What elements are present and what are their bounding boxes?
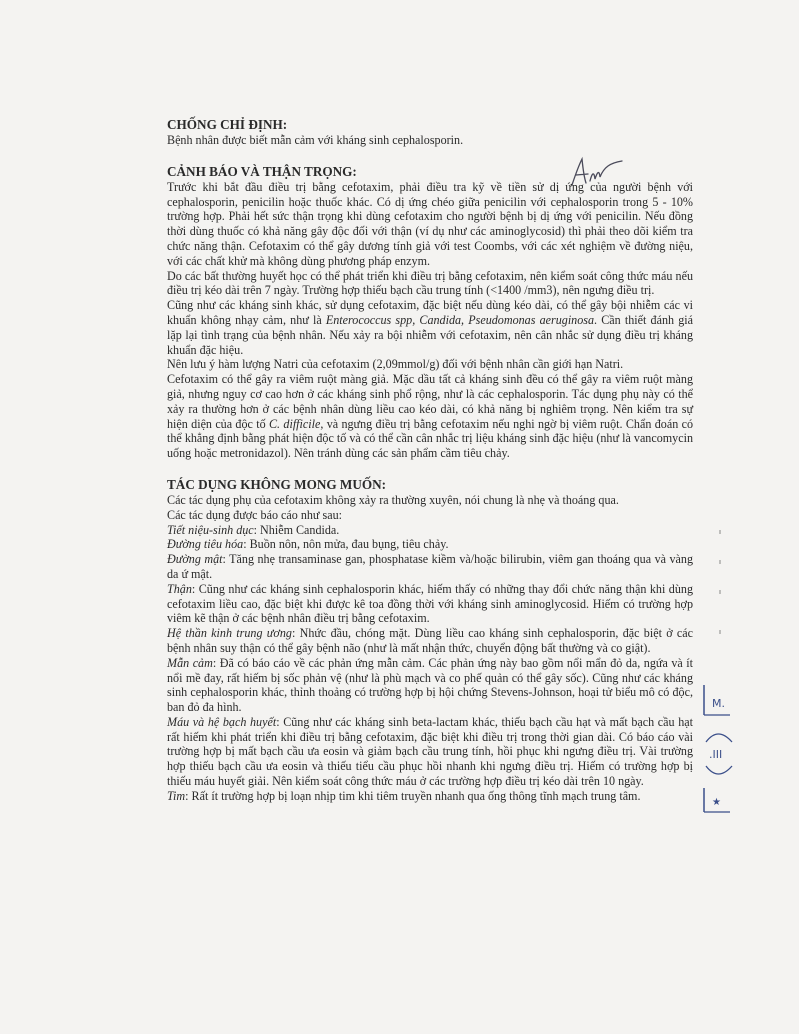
warnings-p3-end: . Cần thiết đánh giá lặp lại tình trạng của bệnh nhân. Nếu xảy ra bội nhiễm với cefotaxim, nên cân nhắc sử dụng điều trị kháng khuẩn đặc hiệu. — [167, 312, 693, 357]
adverse-item — [167, 715, 693, 789]
adverse-item-label: Hệ thần kinh trung ương — [167, 626, 292, 641]
adverse-item-text: : Nhức đầu, chóng mặt. Dùng liều cao kháng sinh cephalosporin, đặc biệt ở các bệnh nhân suy thận có thể gây bệnh não (như là mất nhận thức, chuyển động bất thường và co giật). — [167, 626, 694, 655]
adverse-item-label: Đường tiêu hóa — [167, 537, 244, 552]
warnings-p3-organisms: Enterococcus spp, Candida, Pseudomonas aeruginosa — [325, 312, 595, 327]
adverse-item-label: Đường mật — [167, 552, 223, 567]
adverse-item — [167, 552, 693, 582]
adverse-item-label: Tim — [167, 788, 186, 803]
adverse-item-text: : Cũng như các kháng sinh beta-lactam khác, thiếu bạch cầu hạt và mất bạch cầu hạt rất hiếm khi phát triển khi điều trị bằng cefotaxim, đặc biệt khi điều trị trong thời gian dài. Có báo cáo vài trường hợp bị mất bạch cầu ưa eosin và giảm bạch cầu trung tính, hồi phục khi ngưng điều trị. Vài trường hợp thiếu bạch cầu ưa eosin và thiếu tiểu cầu phục hồi nhanh khi ngưng điều trị. Hiếm có trường hợp bị thiếu máu huyết giải. Nên kiểm soát công thức máu ở các trường hợp điều trị kéo dài trên 10 ngày. — [167, 714, 693, 789]
warnings-paragraph-1: Trước khi bắt đầu điều trị bằng cefotaxim, phải điều tra kỹ về tiền sử dị ứng của người bệnh với cephalosporin, penicilin hoặc thuốc khác. Có dị ứng chéo giữa penicilin với cephalosporin trong 5 - 10% trường hợp. Phải hết sức thận trọng khi dùng cefotaxim cho người bệnh bị dị ứng với penicilin. Nếu đồng thời dùng thuốc có khả năng gây độc đối với thận (ví dụ như các aminoglycosid) thì phải theo dõi kiểm tra chức năng thận. Cefotaxim có thể gây dương tính giả với test Coombs, với các xét nghiệm về đường niệu, với các chất khử mà không dùng phương pháp enzym. — [167, 179, 693, 268]
adverse-intro-1: Các tác dụng phụ của cefotaxim không xảy ra thường xuyên, nói chung là nhẹ và thoáng qua. — [167, 492, 619, 507]
warnings-p5-organism: C. difficile — [268, 416, 321, 431]
adverse-item-label: Thận — [167, 581, 192, 596]
warnings-paragraph-3 — [167, 298, 693, 357]
document-body — [167, 117, 693, 804]
stamp-mark-1: M. — [712, 697, 725, 710]
warnings-paragraph-4: Nên lưu ý hàm lượng Natri của cefotaxim (2,09mmol/g) đối với bệnh nhân cần giới hạn Natri. — [167, 357, 624, 372]
warnings-paragraph-2: Do các bất thường huyết học có thể phát triển khi điều trị bằng cefotaxim, nên kiểm soát công thức máu nếu điều trị kéo dài trên 7 ngày. Trường hợp thiếu bạch cầu trung tính (<1400 /mm3), nên ngưng điều trị. — [167, 268, 693, 298]
margin-stamp-marks — [700, 520, 740, 820]
adverse-item — [167, 656, 693, 715]
stamp-arc-top — [706, 734, 732, 742]
warnings-p5-start: Cefotaxim có thể gây ra viêm ruột màng giả. Mặc dầu tất cả kháng sinh đều có thể gây ra viêm ruột màng giả, nhưng nguy cơ cao hơn ở các kháng sinh phổ rộng, như là các cephalosporin. Tác dụng phụ này có thể xảy ra thường hơn ở các bệnh nhân dùng liều cao kéo dài, có khả năng bị nghiêm trọng. Nên kiểm tra sự hiện diện của độc tố — [167, 372, 693, 431]
adverse-item-text: : Cũng như các kháng sinh cephalosporin khác, hiếm thấy có những thay đổi chức năng thận khi dùng cefotaxim liều cao, đặc biệt khi được kê toa đồng thời với kháng sinh aminoglycosid. Hiếm có trường hợp viêm kẽ thận ở các bệnh nhân điều trị bằng cefotaxim. — [167, 581, 693, 626]
adverse-item — [167, 626, 693, 656]
adverse-item-text: : Tăng nhẹ transaminase gan, phosphatase kiềm và/hoặc bilirubin, viêm gan thoáng qua và vàng da ứ mật. — [167, 552, 693, 581]
adverse-item-label: Tiết niệu-sinh dục — [167, 522, 254, 537]
contraindications-heading: CHỐNG CHỈ ĐỊNH: — [167, 117, 288, 132]
warnings-heading: CẢNH BÁO VÀ THẬN TRỌNG: — [167, 163, 357, 179]
adverse-intro-2: Các tác dụng được báo cáo như sau: — [167, 507, 342, 522]
stamp-mark-2: .III — [709, 748, 723, 761]
adverse-item — [167, 789, 693, 804]
adverse-item-text: : Buồn nôn, nôn mửa, đau bụng, tiêu chảy. — [243, 537, 449, 552]
warnings-p5-end: , và ngưng điều trị bằng cefotaxim nếu nghi ngờ bị viêm ruột. Chẩn đoán có thể khẳng định bằng phát hiện độc tố và có thể cần cân nhắc trị liệu kháng sinh đặc hiệu (như là vancomycin uống hoặc metronidazol). Nên tránh dùng các sản phẩm cầm tiêu chảy. — [167, 416, 693, 461]
adverse-item-text: : Rất ít trường hợp bị loạn nhịp tim khi tiêm truyền nhanh qua ống thông tĩnh mạch trung tâm. — [185, 788, 641, 803]
stamp-mark-3: ★ — [712, 797, 721, 808]
adverse-item — [167, 523, 693, 538]
adverse-item — [167, 537, 693, 552]
stamp-arc-bottom — [706, 766, 732, 774]
adverse-item — [167, 582, 693, 626]
adverse-item-label: Máu và hệ bạch huyết — [167, 714, 277, 729]
warnings-paragraph-5 — [167, 372, 693, 461]
adverse-heading: TÁC DỤNG KHÔNG MONG MUỐN: — [167, 476, 387, 492]
adverse-item-label: Mẫn cảm — [167, 655, 213, 670]
warnings-p3-start: Cũng như các kháng sinh khác, sử dụng cefotaxim, đặc biệt nếu dùng kéo dài, có thể gây bội nhiễm các vi khuẩn không nhạy cảm, như là — [167, 298, 693, 327]
contraindications-text: Bệnh nhân được biết mẫn cảm với kháng sinh cephalosporin. — [167, 133, 464, 147]
adverse-item-text: : Nhiễm Candida. — [253, 522, 340, 537]
adverse-item-text: : Đã có báo cáo về các phản ứng mẫn cảm. Các phản ứng này bao gồm nổi mẩn đỏ da, ngứa và ít nổi mề đay, rất hiếm bị sốc phản vệ (như là phù mạch và co phế quản có thể gây sốc). Cũng như các kháng sinh cephalosporin khác, thỉnh thoảng có trường hợp bị hội chứng Stevens-Johnson, hoại tử biểu mô có độc, ban đỏ đa hình. — [167, 655, 693, 715]
